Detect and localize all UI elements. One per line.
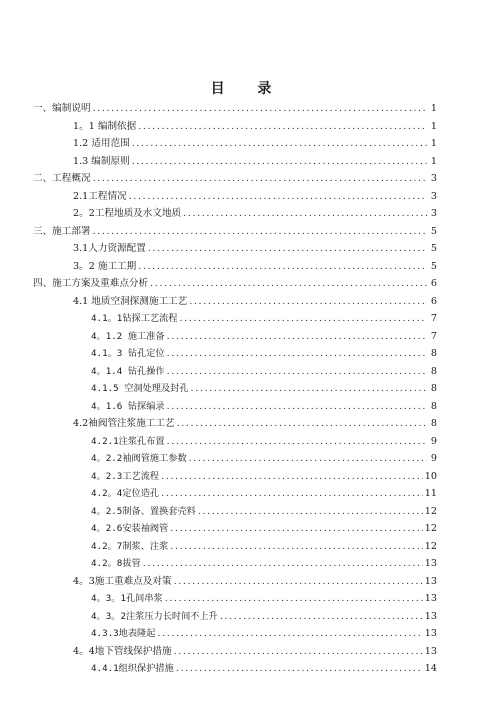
toc-entry-label: 4。4地下管线保护措施 <box>73 645 172 657</box>
dot-leader <box>93 100 427 118</box>
toc-entry-label: 1.3 编制原则 <box>73 155 130 167</box>
toc-entry-label: 4。1.2 施工准备 <box>91 330 165 342</box>
toc-entry-page-number: 3 <box>430 173 437 184</box>
toc-entry-label: 3。2 施工工期 <box>73 260 137 272</box>
toc-entry-label: 1.2 适用范围 <box>73 138 130 149</box>
toc-entry-page-number: 12 <box>424 523 437 534</box>
toc-entry-page-number: 6 <box>430 295 437 307</box>
toc-entry[interactable] <box>33 573 437 591</box>
dot-leader <box>167 328 427 346</box>
toc-entry[interactable] <box>33 520 437 538</box>
dot-leader <box>161 468 423 486</box>
toc-entry-page-number: 7 <box>430 330 437 342</box>
toc-entry-page-number: 3 <box>430 190 437 202</box>
toc-entry-label: 4.2。7制浆、注浆 <box>91 540 169 552</box>
dot-leader <box>93 223 427 241</box>
dot-leader <box>167 433 427 451</box>
toc-entry-label: 2.1工程情况 <box>73 190 127 202</box>
toc-entry-label: 4.1。1钻探工艺流程 <box>91 313 178 324</box>
toc-entry[interactable] <box>33 345 437 363</box>
toc-entry-page-number: 6 <box>430 278 437 289</box>
toc-entry-label: 4。1.6 钻探编录 <box>91 400 165 412</box>
toc-entry-page-number: 10 <box>424 470 437 482</box>
toc-entry[interactable] <box>33 135 437 153</box>
toc-entry-page-number: 7 <box>430 313 437 324</box>
dot-leader <box>220 608 423 626</box>
toc-entry[interactable] <box>33 503 437 521</box>
toc-entry[interactable] <box>33 485 437 503</box>
toc-entry-page-number: 13 <box>424 628 437 639</box>
toc-entry-page-number: 8 <box>430 365 437 377</box>
toc-entry[interactable] <box>33 363 437 381</box>
toc-entry-label: 4.2。4定位造孔 <box>91 488 160 499</box>
toc-entry[interactable] <box>33 258 437 276</box>
toc-entry-label: 4。2.2袖阀管施工参数 <box>91 453 187 464</box>
toc-entry-label: 4.2袖阀管注浆施工工艺 <box>73 418 175 429</box>
dot-leader <box>176 660 423 678</box>
toc-entry-page-number: 11 <box>424 488 437 499</box>
toc-entry[interactable] <box>33 380 437 398</box>
toc-entry[interactable] <box>33 415 437 433</box>
toc-entry[interactable] <box>33 643 437 661</box>
dot-leader <box>129 188 427 206</box>
toc-entry[interactable] <box>33 188 437 206</box>
toc-entry[interactable] <box>33 398 437 416</box>
toc-entry-page-number: 13 <box>424 558 437 569</box>
dot-leader <box>177 415 427 433</box>
toc-entry[interactable] <box>33 538 437 556</box>
toc-entry-label: 4。3。1孔间串浆 <box>91 593 163 604</box>
dot-leader <box>150 275 427 293</box>
dot-leader <box>157 625 422 643</box>
dot-leader <box>93 170 427 188</box>
toc-entry-page-number: 13 <box>424 645 437 657</box>
toc-entry-label: 4.1 地质空洞探测施工工艺 <box>73 295 188 307</box>
toc-entry-page-number: 1 <box>430 155 437 167</box>
toc-entry[interactable] <box>33 433 437 451</box>
dot-leader <box>167 363 427 381</box>
dot-leader <box>161 485 423 503</box>
toc-entry-page-number: 13 <box>424 575 437 587</box>
dot-leader <box>174 573 423 591</box>
toc-entry-page-number: 8 <box>430 400 437 412</box>
toc-entry-label: 4。1.4 钻孔操作 <box>91 365 165 377</box>
toc-entry-label: 4。2.5制备、置换套壳料 <box>91 505 196 517</box>
toc-entry[interactable] <box>33 625 437 643</box>
dot-leader <box>174 643 423 661</box>
dot-leader <box>170 520 423 538</box>
dot-leader <box>191 380 427 398</box>
toc-entry-page-number: 12 <box>424 505 437 517</box>
dot-leader <box>167 345 427 363</box>
toc-entry-page-number: 5 <box>430 260 437 272</box>
toc-entry-page-number: 1 <box>430 103 437 114</box>
toc-entry-page-number: 1 <box>430 120 437 132</box>
dot-leader <box>138 118 427 136</box>
toc-entry[interactable] <box>33 223 437 241</box>
toc-entry-page-number: 8 <box>430 383 437 394</box>
dot-leader <box>179 310 427 328</box>
toc-entry[interactable] <box>33 275 437 293</box>
toc-entry[interactable] <box>33 555 437 573</box>
toc-entry[interactable] <box>33 100 437 118</box>
toc-entry-label: 4.1.5 空洞处理及封孔 <box>91 383 189 394</box>
toc-entry-page-number: 13 <box>424 593 437 604</box>
toc-entry[interactable] <box>33 293 437 311</box>
toc-entry[interactable] <box>33 153 437 171</box>
toc-entry[interactable] <box>33 118 437 136</box>
toc-entry-label: 3.1人力资源配置 <box>73 243 146 254</box>
toc-entry[interactable] <box>33 205 437 223</box>
toc-entry[interactable] <box>33 240 437 258</box>
toc-entry-label: 四、施工方案及重难点分析 <box>33 278 149 289</box>
toc-entry-label: 4。2.3工艺流程 <box>91 470 160 482</box>
dot-leader <box>132 135 427 153</box>
dot-leader <box>198 503 423 521</box>
toc-entry-label: 4.3.3地表隆起 <box>91 628 156 639</box>
toc-entry-page-number: 12 <box>424 540 437 552</box>
dot-leader <box>189 293 427 311</box>
toc-entry-page-number: 5 <box>430 225 437 237</box>
toc-entry-label: 1。1 编制依据 <box>73 120 137 132</box>
table-of-contents <box>33 100 437 678</box>
toc-entry-page-number: 1 <box>430 138 437 149</box>
toc-entry-label: 三、施工部署 <box>33 225 91 237</box>
dot-leader <box>132 153 427 171</box>
toc-entry-page-number: 13 <box>424 610 437 622</box>
toc-entry-page-number: 8 <box>430 348 437 359</box>
toc-entry-label: 一、编制说明 <box>33 103 91 114</box>
toc-entry-label: 4.1。3 钻孔定位 <box>91 348 165 359</box>
dot-leader <box>189 450 427 468</box>
toc-entry-label: 2。2工程地质及水文地质 <box>73 208 182 219</box>
dot-leader <box>138 258 427 276</box>
toc-title: 目 录 <box>210 81 286 97</box>
toc-entry-page-number: 5 <box>430 243 437 254</box>
toc-entry[interactable] <box>33 170 437 188</box>
toc-entry-label: 二、工程概况 <box>33 173 91 184</box>
toc-entry[interactable] <box>33 328 437 346</box>
toc-entry[interactable] <box>33 608 437 626</box>
dot-leader <box>148 240 427 258</box>
toc-entry-page-number: 9 <box>430 435 437 447</box>
toc-entry-label: 4.4.1组织保护措施 <box>91 663 174 674</box>
toc-entry-page-number: 9 <box>430 453 437 464</box>
dot-leader <box>170 538 423 556</box>
toc-entry-label: 4。3施工重难点及对策 <box>73 575 172 587</box>
dot-leader <box>183 205 427 223</box>
toc-entry-page-number: 8 <box>430 418 437 429</box>
toc-entry[interactable] <box>33 450 437 468</box>
dot-leader <box>165 590 423 608</box>
toc-entry[interactable] <box>33 468 437 486</box>
toc-entry-label: 4。2.6安装袖阀管 <box>91 523 169 534</box>
toc-entry-label: 4.2.1注浆孔布置 <box>91 435 165 447</box>
toc-entry-label: 4.2。8拔管 <box>91 558 141 569</box>
toc-entry[interactable] <box>33 660 437 678</box>
toc-entry[interactable] <box>33 590 437 608</box>
dot-leader <box>167 398 427 416</box>
toc-entry-page-number: 14 <box>424 663 437 674</box>
toc-entry-page-number: 3 <box>430 208 437 219</box>
toc-entry[interactable] <box>33 310 437 328</box>
dot-leader <box>143 555 423 573</box>
toc-entry-label: 4。3。2注浆压力长时间不上升 <box>91 610 218 622</box>
